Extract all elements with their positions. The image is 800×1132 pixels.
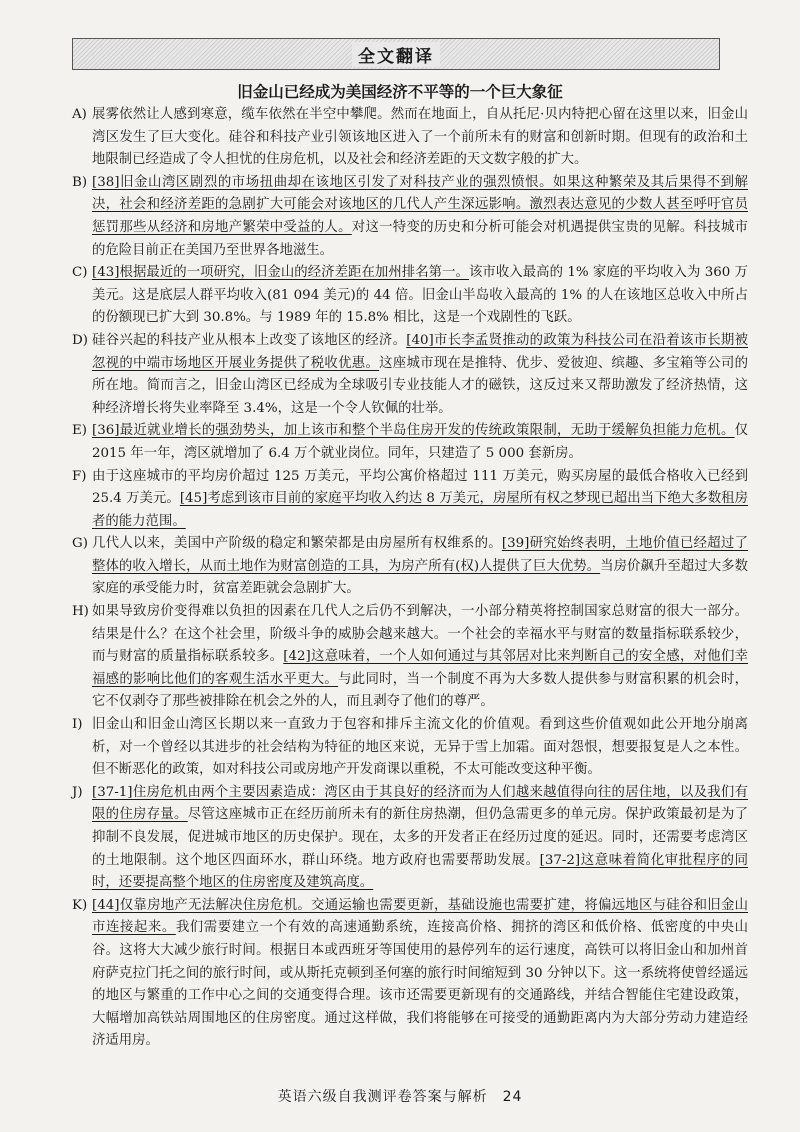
underlined-answer-segment: [37-2]这意味着简化审批程序的同时，还要提高整个地区的住房密度及建筑高度。 <box>92 852 749 891</box>
article-title: 旧金山已经成为美国经济不平等的一个巨大象征 <box>237 83 563 101</box>
text-segment: 仅 2015 年一年，湾区就增加了 6.4 万个就业岗位。同年，只建造了 5 000 套新房。 <box>92 423 748 461</box>
paragraph <box>72 714 748 782</box>
underlined-answer-segment: [36]最近就业增长的强劲势头，加上该市和整个半岛住房开发的传统政策限制，无助于缓解负担能力危机。 <box>92 423 735 439</box>
text-segment: 对这一特变的历史和分析可能会对机遇提供宝贵的见解。科技城市的危险目前正在美国乃至世界各地滋生。 <box>92 219 749 258</box>
underlined-answer-segment: [45]考虑到该市目前的家庭平均收入约达 8 万美元，房屋所有权之梦现已超出当下绝大多数租房者的能力范围。 <box>92 491 748 529</box>
underlined-answer-segment: [42]这意味着，一个人如何通过与其邻居对比来判断自己的安全感，对他们幸福感的影响比他们的客观生活水平更大。 <box>92 649 748 687</box>
paragraph <box>72 262 748 330</box>
text-segment: 由于这座城市的平均房价超过 125 万美元，平均公寓价格超过 111 万美元，购买房屋的最低合格收入已经到 25.4 万美元。 <box>92 468 748 507</box>
paragraph <box>72 533 748 601</box>
paragraph <box>72 601 748 714</box>
paragraph-marker: H) <box>72 604 89 620</box>
text-segment: 几代人以来，美国中产阶级的稳定和繁荣都是由房屋所有权维系的。 <box>92 536 502 552</box>
text-segment: 旧金山和旧金山湾区长期以来一直致力于包容和排斥主流文化的价值观。看到这些价值观如此公开地分崩离析，对一个曾经以其进步的社会结构为特征的地区来说，无异于雪上加霜。面对怨恨，想要报复是人之本性。但不断恶化的政策，如对科技公司或房地产开发商课以重税，不太可能改变这种平衡。 <box>92 717 748 778</box>
paragraph-marker: B) <box>72 174 88 190</box>
text-segment: 这座城市现在是推特、优步、爱彼迎、缤趣、多宝箱等公司的所在地。简而言之，旧金山湾区已经成为全球吸引专业技能人才的磁铁，这反过来又帮助激发了经济热情，这种经济增长将失业率降至 3.4%，这是一个令人钦佩的壮举。 <box>92 355 748 416</box>
paragraph-marker: E) <box>72 423 87 439</box>
underlined-answer-segment: [40]市长李孟贤推动的政策为科技公司在沿着该市长期被忽视的中端市场地区开展业务提供了税收优惠。 <box>92 332 748 371</box>
paragraph-marker: D) <box>72 332 88 348</box>
paragraph <box>72 466 748 534</box>
paragraph-marker: C) <box>72 265 88 281</box>
paragraph <box>72 895 748 1053</box>
paragraph-marker: A) <box>72 107 87 122</box>
paragraph <box>72 782 748 895</box>
text-segment: 我们需要建立一个有效的高速通勤系统，连接高价格、拥挤的湾区和低价格、低密度的中央山谷。这将大大减少旅行时间。根据日本或西班牙等国使用的悬停列车的运行速度，高铁可以将旧金山和加州首府萨克拉门托之间的旅行时间，或从斯托克顿到圣何塞的旅行时间缩短到 30 分钟以下。这一系统将使曾经遥远的地区与繁重的工作中心之间的交通变得合理。该市还需要更新现有的交通路线，并结合智能住宅建设政策，大幅增加高铁站周围地区的住房密度。通过这样做，我们将能够在可接受的通勤距离内为大部分劳动力建造经济适用房。 <box>92 920 749 1049</box>
paragraph-marker: J) <box>72 784 83 800</box>
text-segment: 当房价飙升至超过大多数家庭的承受能力时，贫富差距就会急剧扩大。 <box>92 558 748 597</box>
paragraph-marker: I) <box>72 717 83 733</box>
text-segment: 展雾依然让人感到寒意，缆车依然在半空中攀爬。然而在地面上，自从托尼·贝内特把心留在这里以来，旧金山湾区发生了巨大变化。硅谷和科技产业引领该地区进入了一个前所未有的财富和创新时期。但现有的政治和土地限制已经造成了令人担忧的住房危机，以及社会和经济差距的天文数字般的扩大。 <box>92 107 748 168</box>
section-header-bar <box>72 38 720 70</box>
page-footer: 英语六级自我测评卷答案与解析 24 <box>277 1089 523 1105</box>
text-segment: 硅谷兴起的科技产业从根本上改变了该地区的经济。 <box>92 332 407 348</box>
paragraph <box>72 172 748 262</box>
text-segment: 与此同时，当一个制度不再为大多数人提供参与财富积累的机会时，它不仅剥夺了那些被排除在机会之外的人，而且剥夺了他们的尊严。 <box>92 671 749 710</box>
underlined-answer-segment: [37-1]住房危机由两个主要因素造成：湾区由于其良好的经济而为人们越来越值得向往的居住地，以及我们有限的住房存量。 <box>92 784 748 823</box>
paragraph-marker: F) <box>72 468 87 484</box>
paragraph-marker: G) <box>72 536 88 552</box>
text-segment: 如果导致房价变得难以负担的因素在几代人之后仍不到解决，一小部分精英将控制国家总财富的很大一部分。结果是什么？在这个社会里，阶级斗争的威胁会越来越大。一个社会的幸福水平与财富的数量指标联系较少，而与财富的质量指标联系较多。 <box>92 604 748 665</box>
underlined-answer-segment: [43]根据最近的一项研究，旧金山的经济差距在加州排名第一。 <box>92 265 469 281</box>
underlined-answer-segment: [44]仅靠房地产无法解决住房危机。交通运输也需要更新，基础设施也需要扩建，将偏远地区与硅谷和旧金山市连接起来。 <box>92 897 748 936</box>
section-label: 全文翻译 <box>352 42 440 67</box>
paragraph <box>72 420 748 465</box>
underlined-answer-segment: [38]旧金山湾区剧烈的市场扭曲却在该地区引发了对科技产业的强烈愤恨。如果这种繁荣及其后果得不到解决，社会和经济差距的急剧扩大可能会对该地区的几代人产生深远影响。激烈表达意见的少数人甚至呼吁官员惩罚那些从经济和房地产繁荣中受益的人。 <box>92 174 748 235</box>
text-segment: 该市收入最高的 1% 家庭的平均收入为 360 万美元。这是底层人群平均收入(81 094 美元)的 44 倍。旧金山半岛收入最高的 1% 的人在该地区总收入中所占的份额现已扩大到 30.8%。与 1989 年的 15.8% 相比，这是一个戏剧性的飞跃。 <box>92 265 748 326</box>
paragraph <box>72 330 748 420</box>
paragraph <box>72 104 748 172</box>
text-segment: 尽管这座城市正在经历前所未有的新住房热潮，但仍急需更多的单元房。保护政策最初是为了抑制不良发展，促进城市地区的历史保护。现在，太多的开发者正在经历过度的延迟。同时，还需要考虑湾区的土地限制。这个地区四面环水，群山环绕。地方政府也需要帮助发展。 <box>92 807 749 868</box>
underlined-answer-segment: [39]研究始终表明，土地价值已经超过了整体的收入增长，从而土地作为财富创造的工具，为房产所有(权)人提供了巨大优势。 <box>92 536 748 574</box>
translation-body <box>72 104 748 1053</box>
paragraph-marker: K) <box>72 897 88 913</box>
